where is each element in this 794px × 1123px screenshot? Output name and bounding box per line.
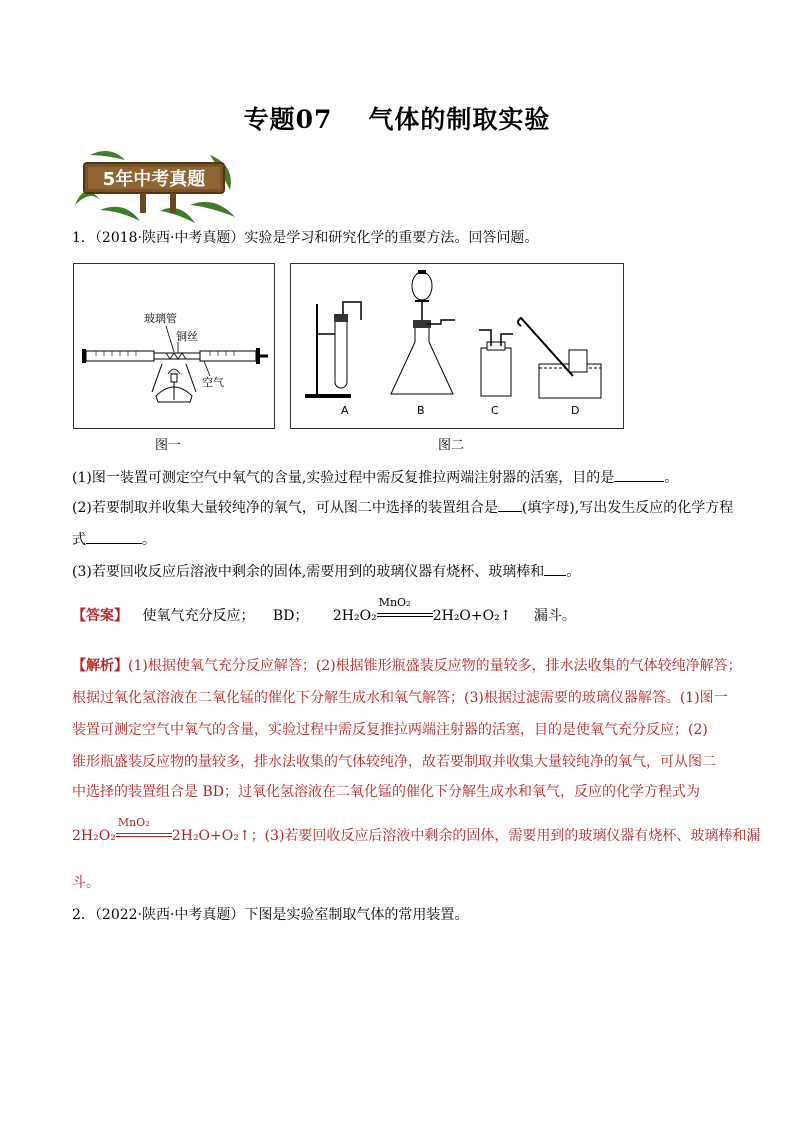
figure-1-apparatus (73, 263, 275, 429)
exam-banner (70, 145, 240, 223)
question-1-sub3: (3)若要回收反应后溶液中剩余的固体,需要用到的玻璃仪器有烧杯、玻璃棒和 。 (72, 561, 580, 582)
analysis-label: 【解析】 (72, 658, 128, 674)
answer-blank-4[interactable] (544, 561, 566, 576)
question-1-sub2: (2)若要制取并收集大量较纯净的氧气，可从图二中选择的装置组合是 (填字母),写出发生反应的化学方程 (72, 497, 733, 518)
page-title (0, 100, 794, 136)
answer-blank-3[interactable] (86, 529, 142, 544)
banner-text: 5年中考真题 (102, 169, 206, 190)
catalyst-label: MnO₂ (378, 596, 411, 609)
question-2-stem: 2．（2022·陕西·中考真题）下图是实验室制取气体的常用装置。 (72, 907, 469, 923)
analysis-line-3: 装置可测定空气中氧气的含量，实验过程中需反复推拉两端注射器的活塞，目的是使氧气充分反应；(2) (72, 722, 708, 738)
question-1-stem: 1．（2018·陕西·中考真题）实验是学习和研究化学的重要方法。回答问题。 (72, 230, 539, 246)
question-1-sub2-cont: 式 。 (72, 529, 156, 550)
figure-2-apparatus (290, 263, 624, 429)
answer-3: 漏斗。 (533, 608, 576, 624)
label-glass-tube: 玻璃管 (144, 312, 177, 325)
label-air: 空气 (202, 376, 224, 389)
analysis-line-7: 斗。 (72, 875, 100, 891)
answer-blank-2[interactable] (498, 497, 522, 512)
answer-2: BD； (272, 608, 309, 624)
answer-row (72, 596, 576, 626)
analysis-equation: 2H₂O₂ MnO₂ 2H₂O+O₂↑ (72, 826, 251, 846)
question-1-sub1: (1)图一装置可测定空气中氧气的含量,实验过程中需反复推拉两端注射器的活塞，目的是 。 (72, 467, 678, 488)
analysis-line-5: 中选择的装置组合是 BD；过氧化氢溶液在二氧化锰的催化下分解生成水和氧气，反应的化学方程式为 (72, 784, 700, 800)
answer-label: 【答案】 (72, 608, 128, 624)
label-copper-wire: 铜丝 (176, 330, 198, 343)
label-B: B (417, 404, 425, 417)
figure-1-caption: 图一 (155, 438, 182, 453)
analysis-line-4: 锥形瓶盛装反应物的量较多，排水法收集的气体较纯净，故若要制取并收集大量较纯净的氧气，可从图二 (72, 754, 716, 770)
equation-arrow (377, 596, 433, 623)
analysis-line-2: 根据过氧化氢溶液在二氧化锰的催化下分解生成水和氧气解答；(3)根据过滤需要的玻璃仪器解答。(1)图一 (72, 690, 728, 706)
figure-2-caption: 图二 (438, 438, 465, 453)
label-D: D (571, 404, 580, 417)
answer-1: 使氧气充分反应； (142, 608, 255, 624)
analysis-line-1: 【解析】(1)根据使氧气充分反应解答；(2)根据锥形瓶盛装反应物的量较多，排水法收集的气体较纯净解答； (72, 658, 742, 674)
title-topic-name: 气体的制取实验 (368, 105, 551, 134)
answer-equation: 2H₂O₂ MnO₂ 2H₂O+O₂↑ (333, 606, 512, 626)
analysis-catalyst-label: MnO₂ (117, 816, 150, 829)
label-A: A (341, 404, 349, 417)
title-topic-number: 专题07 (243, 105, 333, 134)
answer-blank-1[interactable] (614, 467, 664, 482)
analysis-line-6: 2H₂O₂ MnO₂ 2H₂O+O₂↑；(3)若要回收反应后溶液中剩余的固体，需要用到的玻璃仪器有烧杯、玻璃棒和漏 (72, 826, 760, 846)
analysis-equation-arrow (116, 816, 172, 843)
label-C: C (491, 404, 499, 417)
